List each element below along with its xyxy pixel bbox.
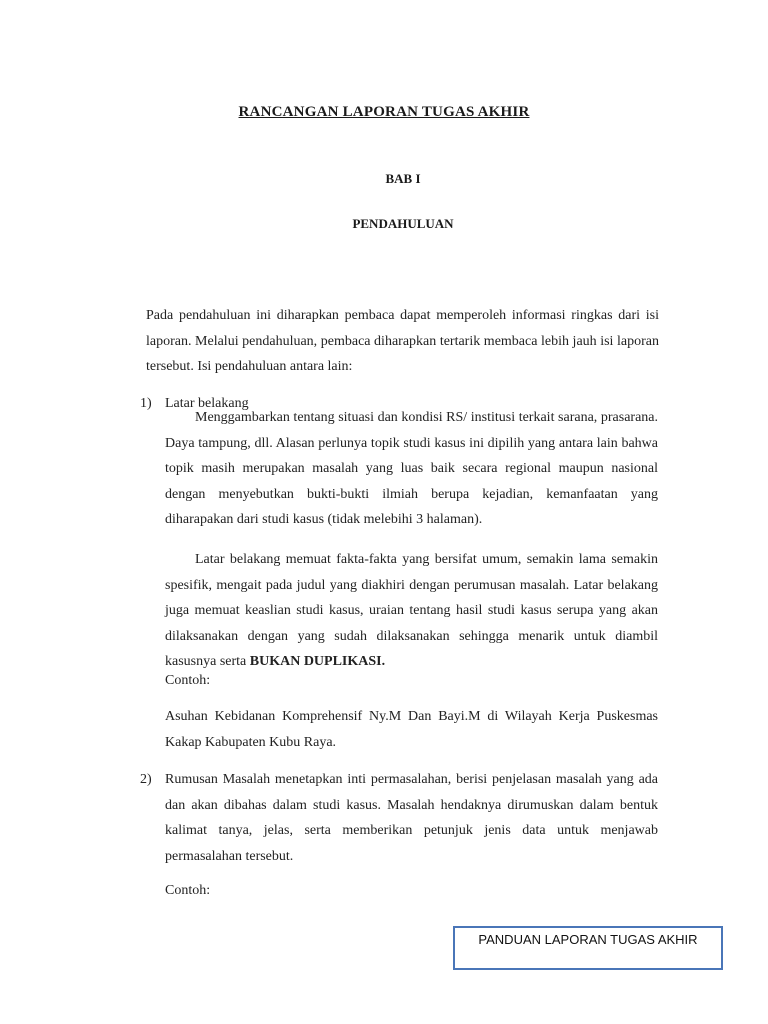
bold-emphasis: BUKAN DUPLIKASI. (249, 654, 386, 669)
list-item-label: Latar belakang (165, 396, 249, 411)
background-paragraph-2-text: Latar belakang memuat fakta-fakta yang bersifat umum, semakin lama semakin spesifik, mengait pada judul yang diakhiri dengan perumusan masalah. Latar belakang juga memuat keaslian studi kasus, uraian tentang hasil studi kasus serupa yang akan dilaksanakan dengan yang sudah dilaksanakan sehingga menarik untuk diambil kasusnya serta (165, 552, 658, 669)
chapter-number: BAB I (385, 171, 421, 186)
footer-box-text: PANDUAN LAPORAN TUGAS AKHIR (478, 932, 698, 947)
example-text: Asuhan Kebidanan Komprehensif Ny.M Dan Bayi.M di Wilayah Kerja Puskesmas Kakap Kabupaten Kubu Raya. (165, 709, 658, 750)
example-label: Contoh: (165, 673, 211, 688)
list-item-number: 2) (140, 772, 152, 787)
footer-box (453, 926, 723, 970)
background-paragraph-1: Menggambarkan tentang situasi dan kondisi RS/ institusi terkait sarana, prasarana. Daya tampung, dll. Alasan perlunya topik studi kasus ini dipilih yang antara lain bahwa topik masih merupakan masalah yang luas baik secara regional maupun nasional dengan menyebutkan bukti-bukti ilmiah berupa kejadian, kemanfaatan yang diharapakan dari studi kasus (tidak melebihi 3 halaman). (165, 410, 658, 527)
problem-statement-paragraph: Rumusan Masalah menetapkan inti permasalahan, berisi penjelasan masalah yang ada dan akan dibahas dalam studi kasus. Masalah hendaknya dirumuskan dalam bentuk kalimat tanya, jelas, serta memberikan petunjuk jenis data untuk menjawab permasalahan tersebut. (165, 772, 658, 864)
chapter-title: PENDAHULUAN (352, 216, 454, 231)
example-label: Contoh: (165, 883, 211, 898)
list-item-number: 1) (140, 396, 152, 411)
background-paragraph-2 (165, 547, 658, 675)
document-title: RANCANGAN LAPORAN TUGAS AKHIR (238, 104, 530, 120)
intro-paragraph: Pada pendahuluan ini diharapkan pembaca dapat memperoleh informasi ringkas dari isi laporan. Melalui pendahuluan, pembaca diharapkan tertarik membaca lebih jauh isi laporan tersebut. Isi pendahuluan antara lain: (146, 308, 659, 374)
